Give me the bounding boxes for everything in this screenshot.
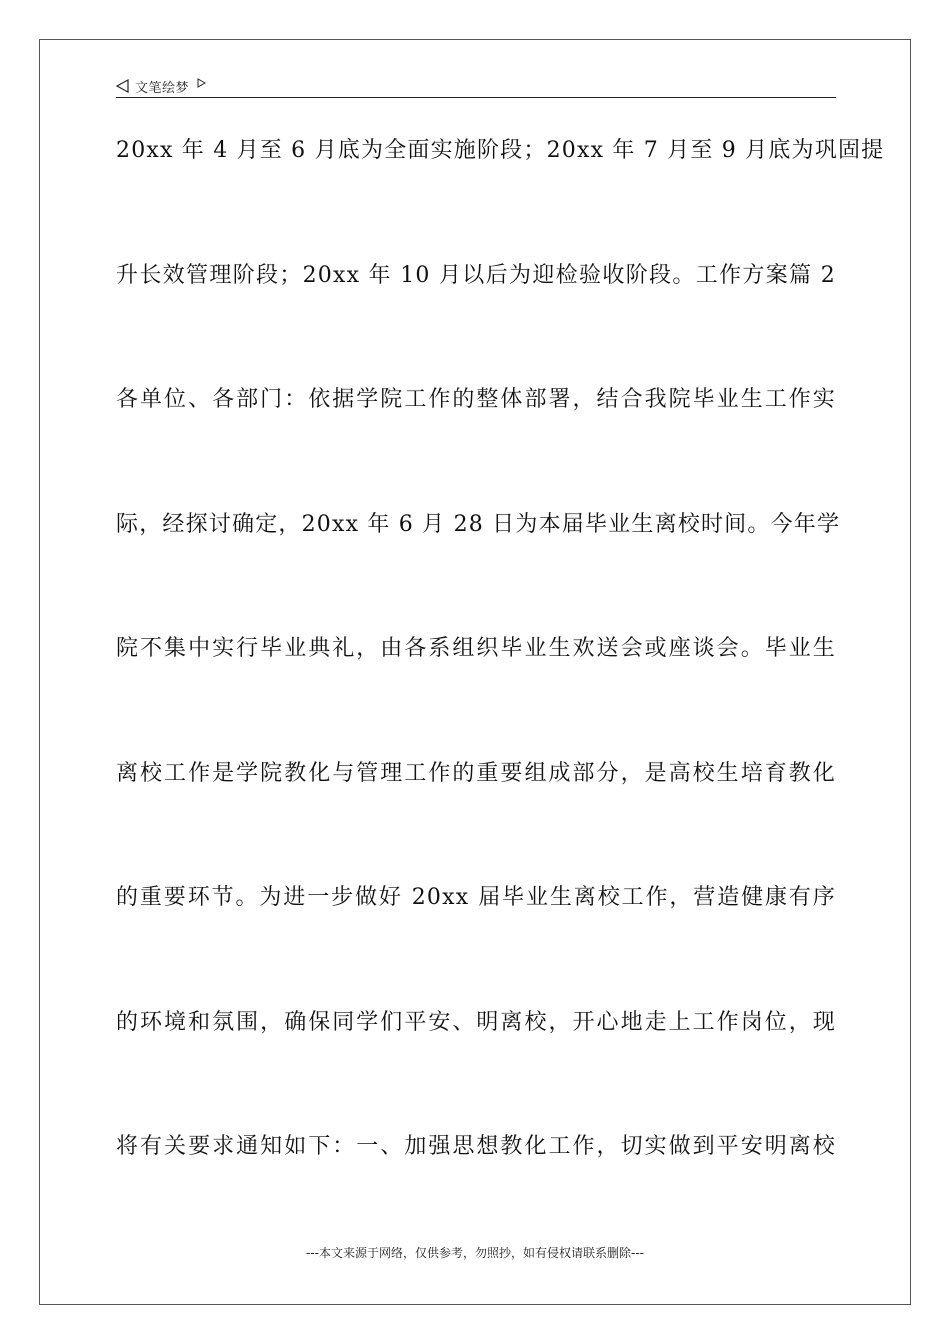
brand-name: 文笔绘梦 xyxy=(135,80,190,96)
header-divider xyxy=(116,97,836,98)
body-line: 将有关要求通知如下：一、加强思想教化工作，切实做到平安明离校 xyxy=(116,1134,836,1159)
page-header xyxy=(116,74,836,98)
footer-notice: ---本文来源于网络，仅供参考，勿照抄，如有侵权请联系删除--- xyxy=(306,1246,644,1260)
body-line: 际，经探讨确定，20xx 年 6 月 28 日为本届毕业生离校时间。今年学 xyxy=(116,511,841,537)
body-line: 院不集中实行毕业典礼，由各系组织毕业生欢送会或座谈会。毕业生 xyxy=(116,636,836,661)
document-body xyxy=(116,120,885,1241)
body-line: 升长效管理阶段；20xx 年 10 月以后为迎检验收阶段。工作方案篇 2 xyxy=(116,262,836,288)
body-line: 的环境和氛围，确保同学们平安、明离校，开心地走上工作岗位，现 xyxy=(116,1009,836,1035)
triangle-left-icon xyxy=(116,79,129,93)
body-line: 各单位、各部门：依据学院工作的整体部署，结合我院毕业生工作实 xyxy=(116,387,836,412)
triangle-right-icon xyxy=(197,78,206,88)
body-line: 20xx 年 4 月至 6 月底为全面实施阶段；20xx 年 7 月至 9 月底为巩固提 xyxy=(116,138,885,163)
body-line: 的重要环节。为进一步做好 20xx 届毕业生离校工作，营造健康有序 xyxy=(116,885,836,910)
body-line: 离校工作是学院教化与管理工作的重要组成部分，是高校生培育教化 xyxy=(116,760,836,786)
